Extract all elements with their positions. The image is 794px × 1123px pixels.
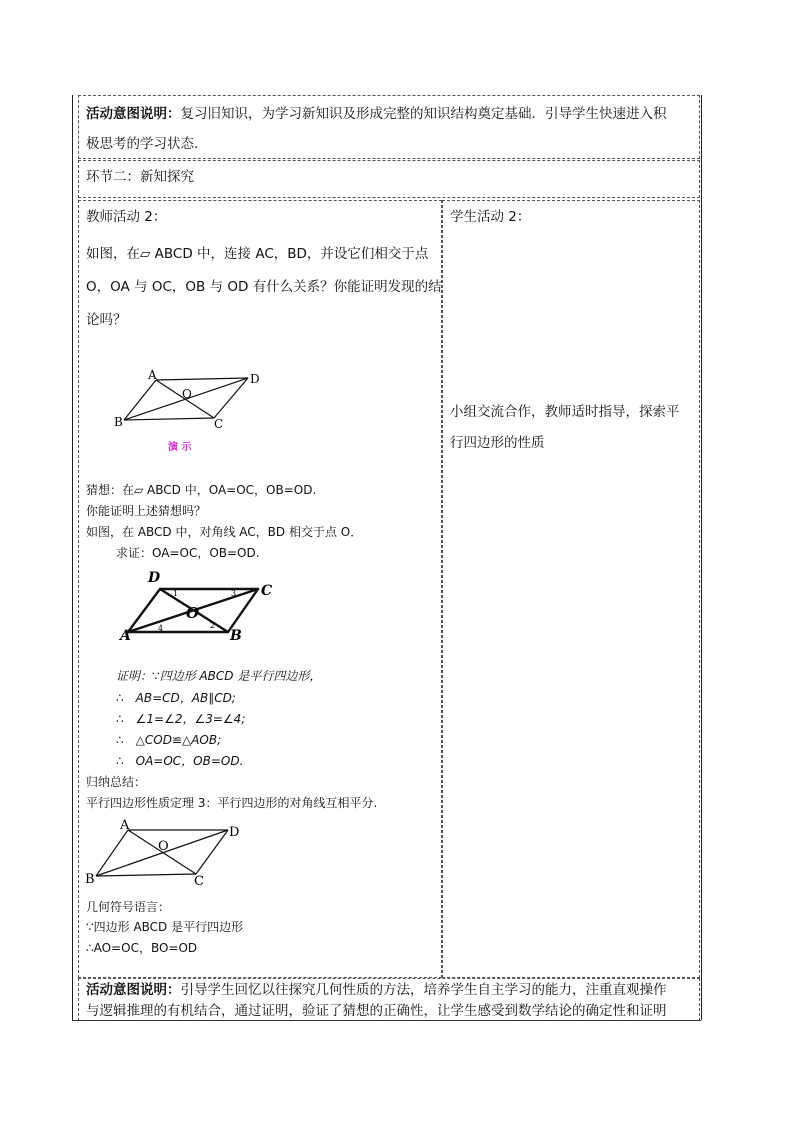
fig1-label-o: O xyxy=(182,387,192,401)
fig2-label-d: D xyxy=(148,570,161,586)
fig2-label-c: C xyxy=(261,583,273,599)
fig1-label-a: A xyxy=(148,368,157,382)
demo-label[interactable]: 演 示 xyxy=(168,442,192,453)
fig2-label-a: A xyxy=(120,628,131,644)
given-statement: 如图，在 ABCD 中，对角线 AC，BD 相交于点 O． xyxy=(86,525,363,539)
question-line1: 如图，在▱ ABCD 中，连接 AC，BD，并设它们相交于点 xyxy=(86,246,429,262)
can-prove: 你能证明上述猜想吗？ xyxy=(86,504,207,518)
fig3-label-b: B xyxy=(85,872,95,887)
fig3-edge-cd xyxy=(196,830,228,874)
fig1-label-b: B xyxy=(114,415,123,429)
question-line2: O，OA 与 OC，OB 与 OD 有什么关系？你能证明发现的结 xyxy=(86,279,442,295)
teacher-heading: 教师活动 2： xyxy=(86,209,167,225)
intent-bottom-line1 xyxy=(86,981,667,999)
proof-line-3: ∴ ∠1=∠2，∠3=∠4; xyxy=(116,712,246,726)
intent-top-line1 xyxy=(86,105,667,123)
fig1-edge-bc xyxy=(124,418,214,420)
fig2-angle-3: 3 xyxy=(231,589,237,598)
fig3-label-o: O xyxy=(158,839,169,854)
intent-bottom-line2: 与逻辑推理的有机结合，通过证明，验证了猜想的正确性，让学生感受到数学结论的确定性和证明 xyxy=(86,1003,667,1019)
summary-title: 归纳总结： xyxy=(86,775,147,789)
student-cell xyxy=(442,200,700,978)
page-cut-line xyxy=(72,1020,701,1021)
symbol-title: 几何符号语言： xyxy=(86,900,171,914)
proof-line-5: ∴ OA=OC，OB=OD. xyxy=(116,754,244,768)
proof-line-2: ∴ AB=CD，AB∥CD; xyxy=(116,691,236,705)
theorem-statement: 平行四边形性质定理 3：平行四边形的对角线互相平分. xyxy=(86,796,378,810)
parallelogram-figure-3 xyxy=(82,816,252,891)
parallelogram-figure-1 xyxy=(110,362,270,457)
fig2-angle-4: 4 xyxy=(158,624,164,633)
fig2-angle-1: 1 xyxy=(173,589,179,598)
proof-line-1: 证明：∵四边形 ABCD 是平行四边形， xyxy=(116,669,322,683)
fig1-label-d: D xyxy=(250,372,260,386)
student-line2: 行四边形的性质 xyxy=(450,435,545,451)
intent-top-text1: 复习旧知识，为学习新知识及形成完整的知识结构奠定基础．引导学生快速进入积 xyxy=(180,106,667,122)
fig3-edge-ab xyxy=(96,830,128,876)
intent-top-line2: 极思考的学习状态． xyxy=(86,136,208,152)
student-line1: 小组交流合作，教师适时指导，探索平 xyxy=(450,404,680,420)
conjecture: 猜想：在▱ ABCD 中，OA=OC，OB=OD. xyxy=(86,483,317,497)
fig3-label-c: C xyxy=(194,874,204,889)
proof-line-4: ∴ △COD≌△AOB; xyxy=(116,733,222,747)
fig2-label-b: B xyxy=(230,628,242,644)
intent-bottom-text1: 引导学生回忆以往探究几何性质的方法，培养学生自主学习的能力，注重直观操作 xyxy=(180,982,667,998)
fig3-label-d: D xyxy=(229,825,240,840)
fig3-edge-bc xyxy=(96,874,196,876)
parallelogram-figure-2 xyxy=(118,566,288,646)
student-heading: 学生活动 2： xyxy=(450,209,531,225)
fig1-edge-ad xyxy=(156,378,248,380)
symbol-line2: ∴AO=OC，BO=OD xyxy=(86,941,198,955)
intent-top-label: 活动意图说明： xyxy=(86,106,181,122)
fig3-label-a: A xyxy=(120,818,130,833)
question-line3: 论吗？ xyxy=(86,312,127,328)
section-title: 环节二：新知探究 xyxy=(86,169,194,185)
fig2-label-o: O xyxy=(186,604,200,622)
symbol-line1: ∵四边形 ABCD 是平行四边形 xyxy=(86,920,244,934)
prove-statement: 求证：OA=OC，OB=OD. xyxy=(116,546,260,560)
fig2-angle-2: 2 xyxy=(210,621,216,630)
intent-bottom-label: 活动意图说明： xyxy=(86,982,181,998)
fig1-label-c: C xyxy=(214,417,224,431)
